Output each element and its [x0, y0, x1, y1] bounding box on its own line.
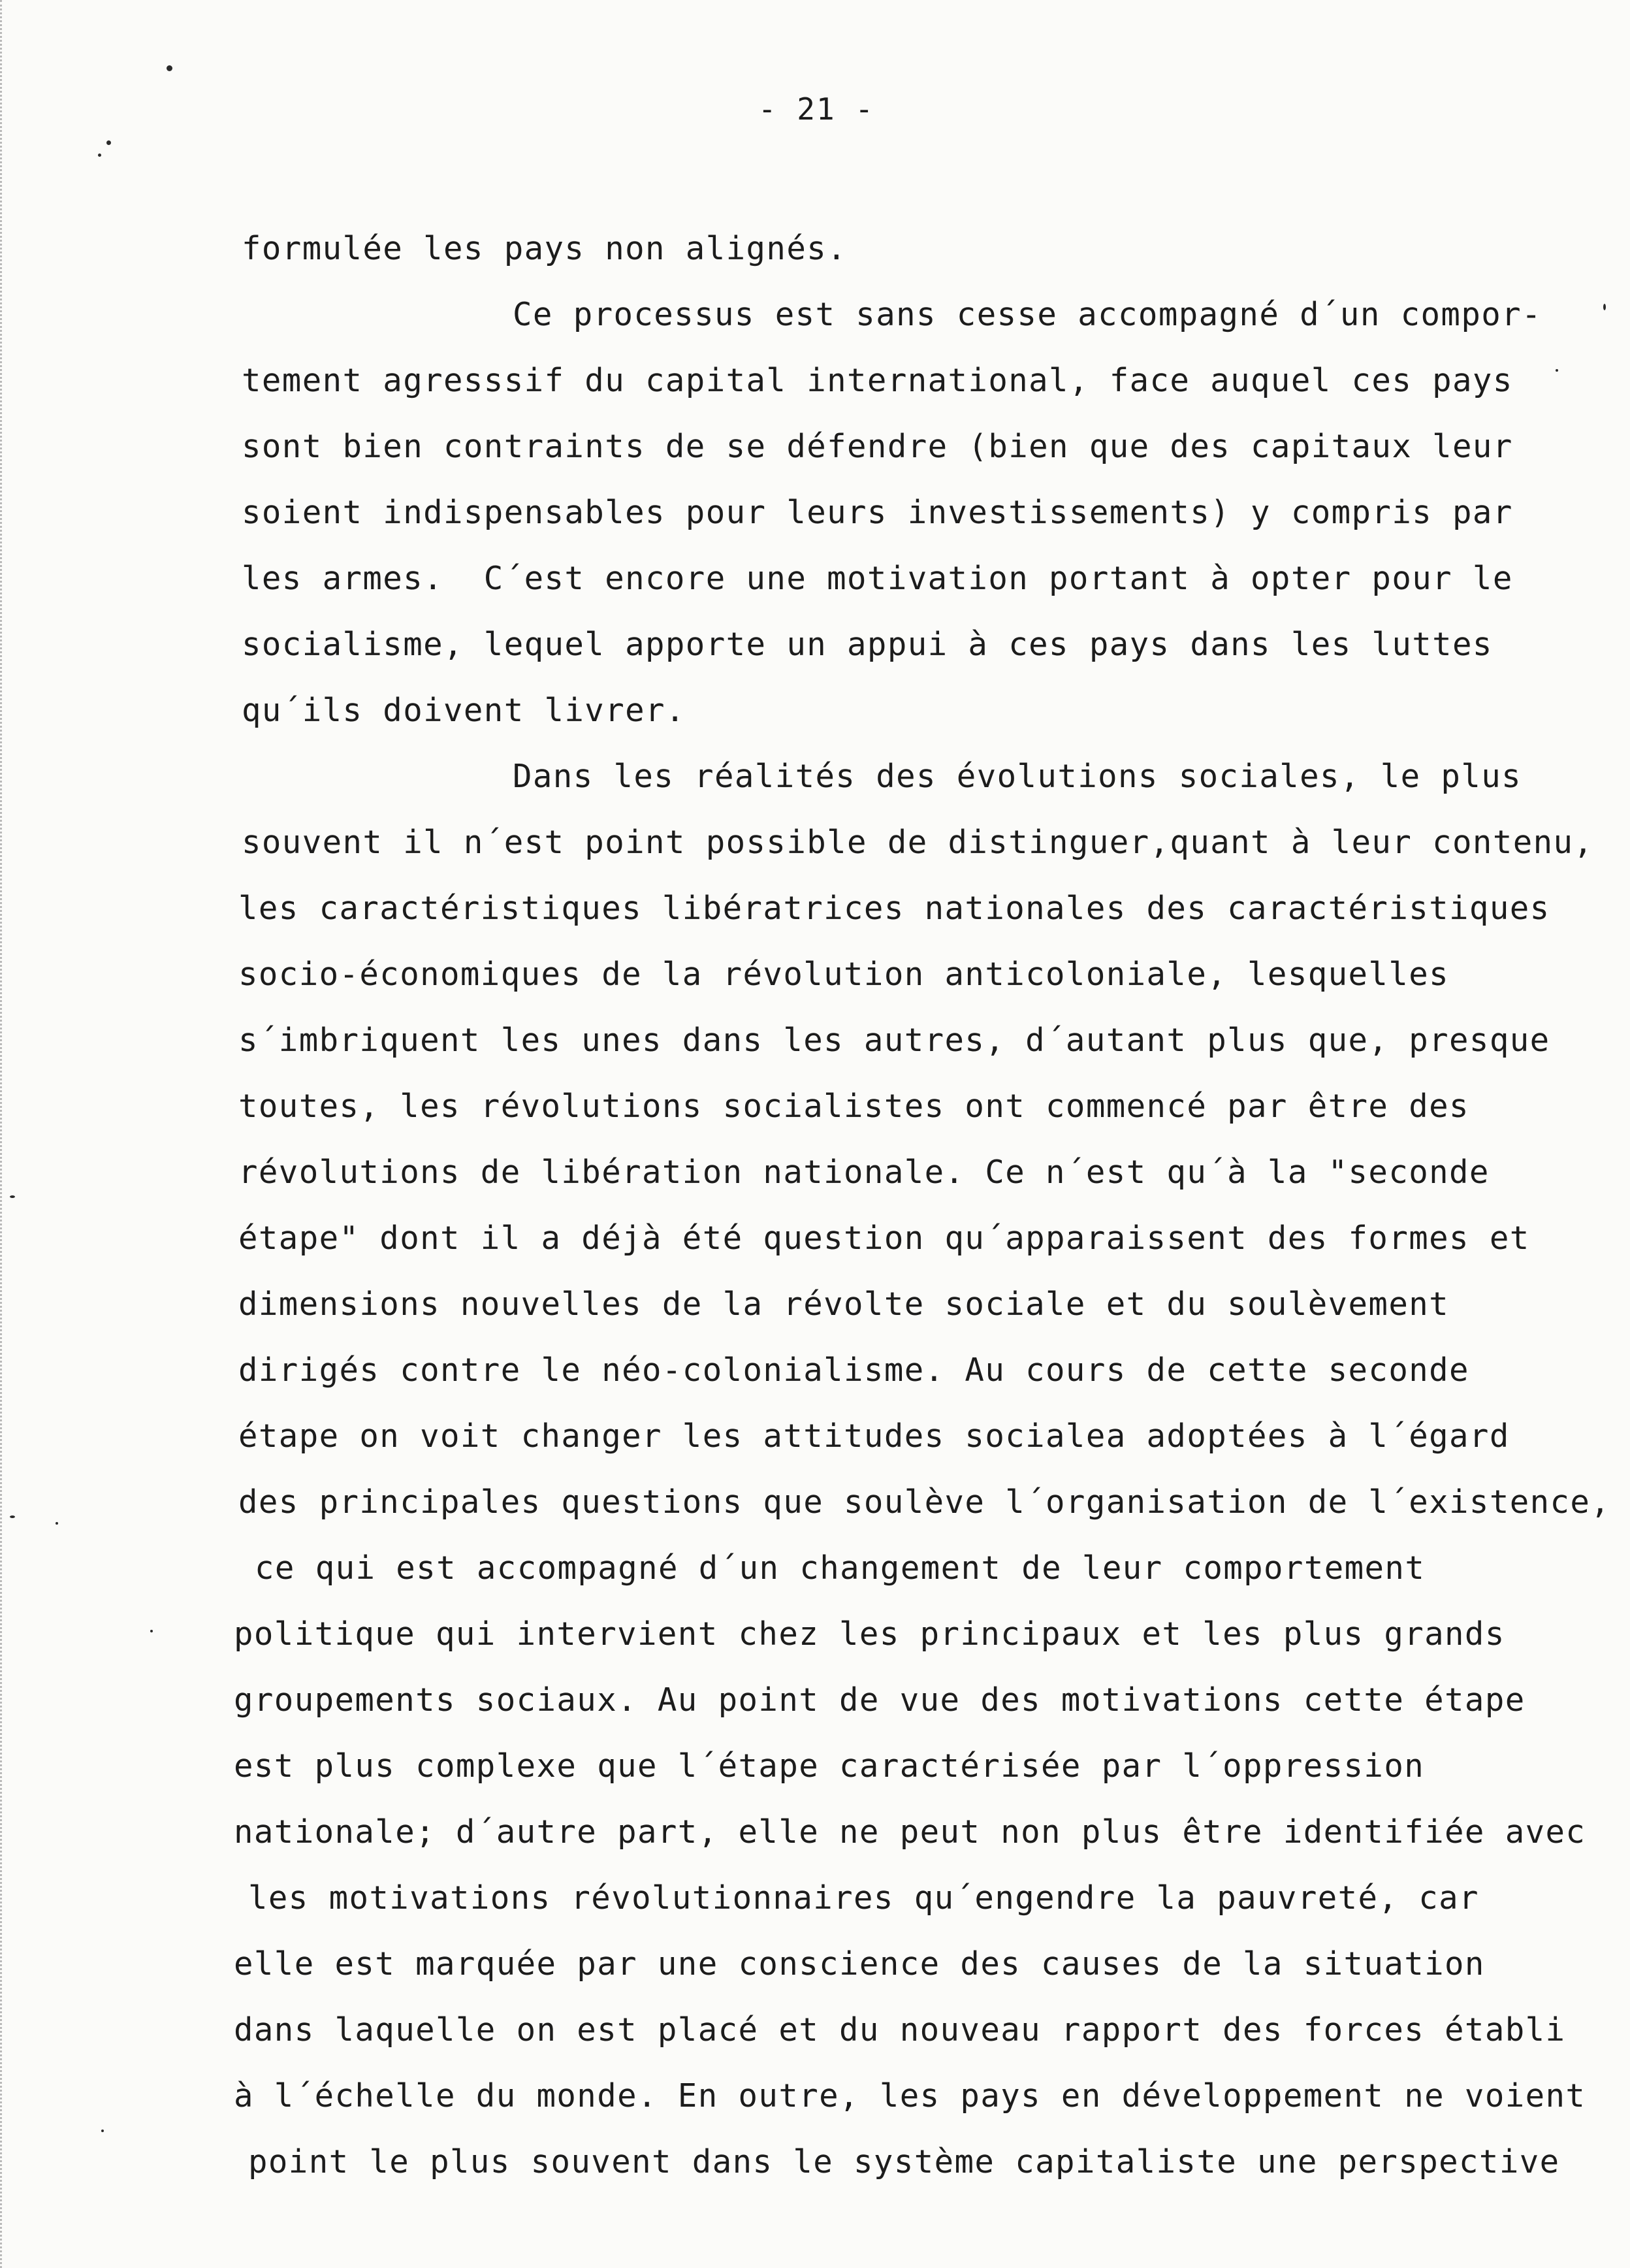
scan-speck — [106, 140, 111, 145]
text-line: elle est marquée par une conscience des causes de la situation — [234, 1945, 1485, 1983]
page-number: - 21 - — [758, 91, 875, 127]
text-line: tement agresssif du capital international, face auquel ces pays — [242, 362, 1513, 399]
text-line: socialisme, lequel apporte un appui à ces pays dans les luttes — [242, 626, 1493, 663]
scan-edge-line — [0, 0, 2, 2268]
text-line: toutes, les révolutions socialistes ont commencé par être des — [238, 1088, 1469, 1125]
text-line: dimensions nouvelles de la révolte sociale et du soulèvement — [238, 1286, 1450, 1323]
scan-speck — [167, 65, 172, 71]
body-text — [234, 216, 1611, 2195]
text-line: qu´ils doivent livrer. — [242, 692, 686, 729]
text-line: à l´échelle du monde. En outre, les pays en développement ne voient — [234, 2077, 1586, 2114]
text-line: ce qui est accompagné d´un changement de leur comportement — [255, 1549, 1426, 1587]
text-line: sont bien contraints de se défendre (bien que des capitaux leur — [242, 428, 1513, 465]
text-line: groupements sociaux. Au point de vue des motivations cette étape — [234, 1681, 1526, 1719]
text-line: étape" dont il a déjà été question qu´apparaissent des formes et — [238, 1220, 1530, 1257]
text-line: s´imbriquent les unes dans les autres, d´autant plus que, presque — [238, 1022, 1550, 1059]
text-line: point le plus souvent dans le système capitaliste une perspective — [248, 2143, 1560, 2180]
scan-speck — [150, 1630, 153, 1632]
text-line: nationale; d´autre part, elle ne peut non plus être identifiée avec — [234, 1813, 1586, 1851]
text-line: des principales questions que soulève l´organisation de l´existence, — [238, 1483, 1611, 1521]
scan-speck — [101, 2130, 104, 2132]
text-line: étape on voit changer les attitudes socialea adoptées à l´égard — [238, 1418, 1510, 1455]
text-line: politique qui intervient chez les principaux et les plus grands — [234, 1615, 1505, 1653]
text-line: Ce processus est sans cesse accompagné d´un compor- — [513, 296, 1542, 333]
scan-speck — [98, 154, 101, 157]
text-line: révolutions de libération nationale. Ce n´est qu´à la "seconde — [238, 1154, 1490, 1191]
text-line: Dans les réalités des évolutions sociales, le plus — [513, 758, 1522, 795]
text-line: soient indispensables pour leurs investissements) y compris par — [242, 494, 1513, 531]
scan-speck — [56, 1522, 58, 1525]
text-line: dirigés contre le néo-colonialisme. Au cours de cette seconde — [238, 1352, 1469, 1389]
text-line: socio-économiques de la révolution anticoloniale, lesquelles — [238, 956, 1450, 993]
text-line: formulée les pays non alignés. — [242, 230, 848, 267]
text-line: les armes. C´est encore une motivation portant à opter pour le — [242, 560, 1513, 597]
text-line: souvent il n´est point possible de distinguer,quant à leur contenu, — [242, 824, 1594, 861]
text-line: les motivations révolutionnaires qu´engendre la pauvreté, car — [248, 1879, 1479, 1917]
scan-speck — [1603, 304, 1606, 310]
text-line: est plus complexe que l´étape caractérisée par l´oppression — [234, 1747, 1425, 1785]
scan-speck — [10, 1195, 15, 1198]
scan-speck — [10, 1515, 15, 1518]
text-line: les caractéristiques libératrices nationales des caractéristiques — [238, 890, 1550, 927]
text-line: dans laquelle on est placé et du nouveau rapport des forces établi — [234, 2011, 1566, 2049]
